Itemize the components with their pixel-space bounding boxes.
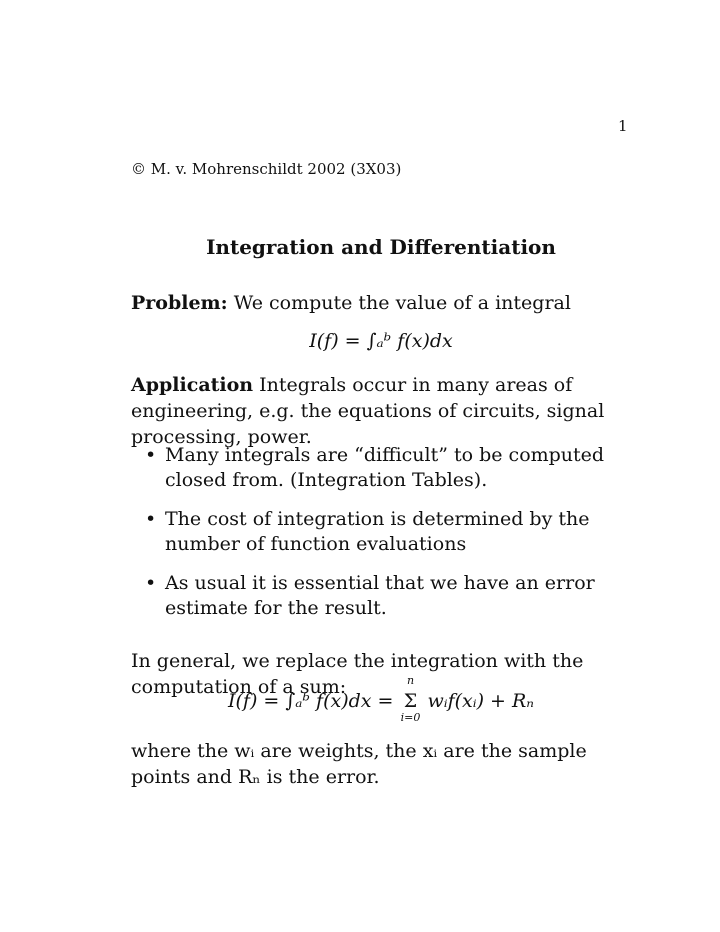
sum-equation xyxy=(228,674,535,724)
sum-equation-rhs: wᵢf(xᵢ) + Rₙ xyxy=(421,690,535,712)
sum-upper-limit: n xyxy=(406,674,415,687)
bullet-list xyxy=(145,443,641,635)
bullet-item: • Many integrals are “difficult” to be computed closed from. (Integration Tables). xyxy=(145,443,641,493)
sum-lower-limit: i=0 xyxy=(400,711,421,724)
sum-equation-lhs: I(f) = ∫ₐᵇ f(x)dx = xyxy=(228,690,400,712)
page-title: Integration and Differentiation xyxy=(206,235,556,259)
sum-symbol: Σ xyxy=(403,690,418,712)
copyright-line: © M. v. Mohrenschildt 2002 (3X03) xyxy=(131,160,402,178)
application-text: Integrals occur in many areas of engineering, e.g. the equations of circuits, signal processing, power. xyxy=(131,374,605,448)
application-paragraph xyxy=(131,372,641,450)
problem-label: Problem: xyxy=(131,292,228,314)
summation-sign xyxy=(399,674,421,724)
bullet-item: • As usual it is essential that we have an error estimate for the result. xyxy=(145,571,641,621)
bullet-item: • The cost of integration is determined by the number of function evaluations xyxy=(145,507,641,557)
problem-text: We compute the value of a integral xyxy=(233,292,571,314)
integral-equation: I(f) = ∫ₐᵇ f(x)dx xyxy=(309,330,453,352)
problem-paragraph xyxy=(131,290,641,316)
general-paragraph: In general, we replace the integration with the computation of a sum: xyxy=(131,650,584,698)
application-label: Application xyxy=(131,374,254,396)
where-paragraph: where the wᵢ are weights, the xᵢ are the sample points and Rₙ is the error. xyxy=(131,740,587,788)
page-number: 1 xyxy=(618,117,628,135)
